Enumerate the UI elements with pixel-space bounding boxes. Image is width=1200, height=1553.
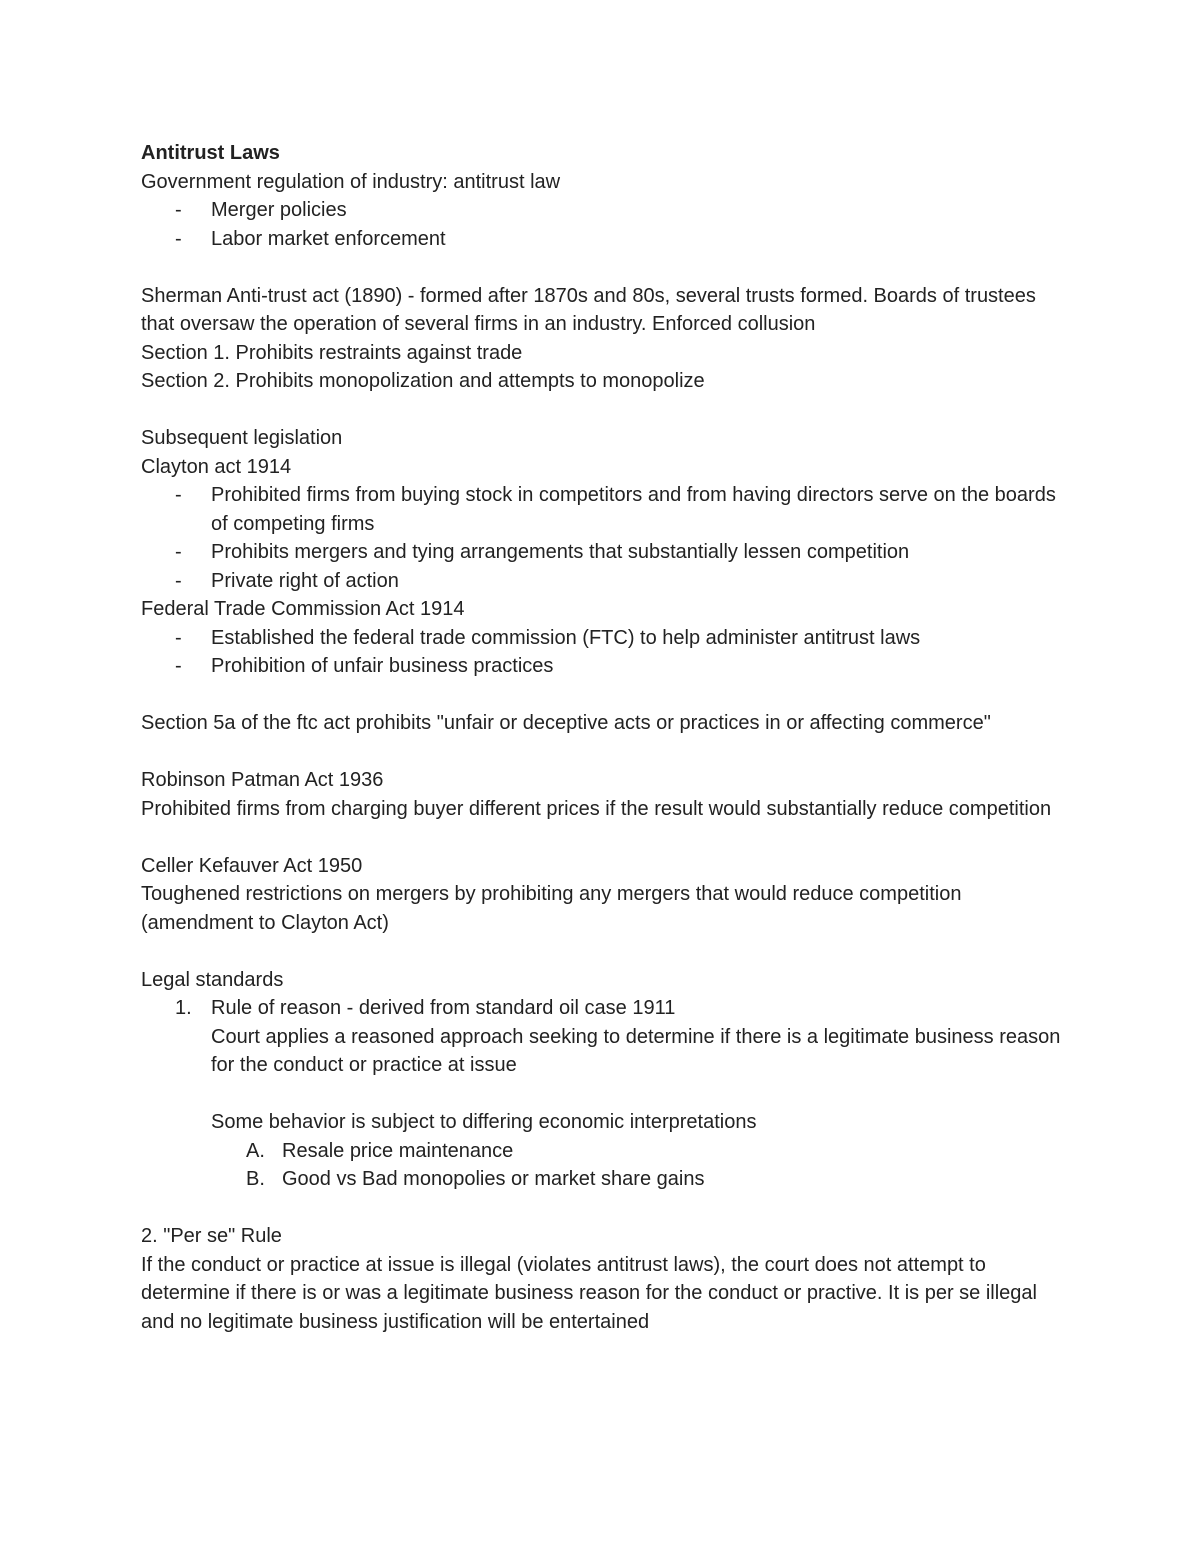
sherman-paragraph: Sherman Anti-trust act (1890) - formed after 1870s and 80s, several trusts formed. Boards of trustees that oversaw the operation of several firms in an industry. Enforced collusion xyxy=(141,284,1036,335)
list-item xyxy=(141,196,1071,225)
per-se-rule-text: If the conduct or practice at issue is illegal (violates antitrust laws), the court does not attempt to determine if there is or was a legitimate business reason for the conduct or practive. It is per se illegal and no legitimate business justification will be entertained xyxy=(141,1253,1037,1333)
spacer xyxy=(141,253,1071,282)
spacer xyxy=(141,681,1071,710)
intro-text: Government regulation of industry: antitrust law xyxy=(141,170,561,193)
numbered-item xyxy=(141,994,1071,1023)
number-marker: 1. xyxy=(175,997,192,1019)
list-item xyxy=(141,624,1071,653)
document-page xyxy=(141,139,1071,1336)
celler-kefauver-title: Celler Kefauver Act 1950 xyxy=(141,854,363,877)
per-se-rule-title: 2. "Per se" Rule xyxy=(141,1225,282,1247)
bullet-dash: - xyxy=(175,199,182,221)
sherman-section-2: Section 2. Prohibits monopolization and attempts to monopolize xyxy=(141,370,705,392)
sherman-section-1: Section 1. Prohibits restraints against trade xyxy=(141,341,523,364)
list-item-text: Established the federal trade commission (FTC) to help administer antitrust laws xyxy=(211,626,921,649)
letter-marker: B. xyxy=(246,1168,265,1190)
list-item xyxy=(141,481,1071,538)
list-item-text: Merger policies xyxy=(211,199,347,221)
rule-of-reason-title: Rule of reason - derived from standard oil case 1911 xyxy=(211,997,676,1019)
spacer xyxy=(141,1194,1071,1223)
bullet-dash: - xyxy=(175,227,182,250)
legal-standards-heading: Legal standards xyxy=(141,968,284,991)
celler-kefauver-text: Toughened restrictions on mergers by prohibiting any mergers that would reduce competition (amendment to Clayton Act) xyxy=(141,883,962,934)
spacer xyxy=(141,1080,1071,1109)
robinson-patman-title: Robinson Patman Act 1936 xyxy=(141,769,384,791)
bullet-dash: - xyxy=(175,626,182,649)
spacer xyxy=(141,738,1071,767)
rule-of-reason-text: Court applies a reasoned approach seeking to determine if there is a legitimate business reason for the conduct or practice at issue xyxy=(211,1025,1061,1076)
lettered-item-text: Good vs Bad monopolies or market share gains xyxy=(282,1168,705,1190)
letter-marker: A. xyxy=(246,1139,265,1162)
list-item xyxy=(141,225,1071,254)
subsequent-heading: Subsequent legislation xyxy=(141,427,343,449)
bullet-dash: - xyxy=(175,484,182,506)
list-item xyxy=(141,567,1071,596)
page-title: Antitrust Laws xyxy=(141,142,280,164)
bullet-dash: - xyxy=(175,655,182,677)
list-item-text: Prohibited firms from buying stock in competitors and from having directors serve on the boards of competing firms xyxy=(211,484,1056,535)
lettered-item xyxy=(141,1165,1071,1194)
ftc-act-title: Federal Trade Commission Act 1914 xyxy=(141,598,465,620)
bullet-dash: - xyxy=(175,569,182,592)
spacer xyxy=(141,937,1071,966)
rule-of-reason-note: Some behavior is subject to differing economic interpretations xyxy=(211,1111,757,1133)
bullet-dash: - xyxy=(175,541,182,563)
spacer xyxy=(141,823,1071,852)
lettered-item xyxy=(141,1137,1071,1166)
lettered-item-text: Resale price maintenance xyxy=(282,1139,514,1162)
list-item-text: Prohibits mergers and tying arrangements that substantially lessen competition xyxy=(211,541,910,563)
clayton-title: Clayton act 1914 xyxy=(141,455,292,478)
list-item-text: Prohibition of unfair business practices xyxy=(211,655,554,677)
spacer xyxy=(141,396,1071,425)
list-item-text: Labor market enforcement xyxy=(211,227,446,250)
list-item-text: Private right of action xyxy=(211,569,399,592)
list-item xyxy=(141,538,1071,567)
section-5a-paragraph: Section 5a of the ftc act prohibits "unfair or deceptive acts or practices in or affecting commerce" xyxy=(141,712,991,734)
robinson-patman-text: Prohibited firms from charging buyer different prices if the result would substantially reduce competition xyxy=(141,797,1052,820)
list-item xyxy=(141,652,1071,681)
